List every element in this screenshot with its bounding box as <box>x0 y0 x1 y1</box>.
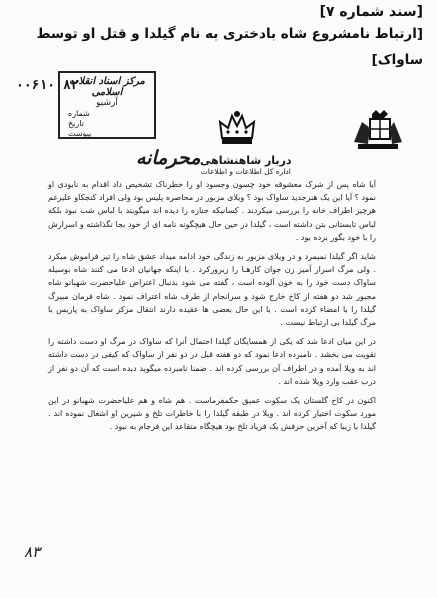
crown-emblem-icon <box>216 108 258 150</box>
document-body <box>48 178 376 440</box>
classification-stamp: محرمانه <box>136 147 201 169</box>
stamp-field-number: شماره <box>68 109 90 118</box>
coat-of-arms-icon <box>352 110 404 154</box>
document-title-line-1: [ارتباط نامشروع شاه بادختری به نام گیلدا و قتل او توسط <box>36 26 423 42</box>
document-title-line-2: ساواک] <box>371 52 423 68</box>
stamp-title: مرکز اسناد انقلاب اسلامی <box>69 76 145 98</box>
stamp-subtitle: آرشیو <box>96 98 118 108</box>
court-name: دربار شاهنشاهی <box>200 154 292 167</box>
body-paragraph: در این میان ادعا شد که یکی از همسایگان گیلدا احتمال آنرا که ساواک در مرگ او دست داشته را تقویت می بخشد . نامبرده ادعا نمود که دو هفته قبل در دو نفر از ساواک که کیفی در دست داشته اند به ویلا آمده و در اطراف آن بررسی کرده اند . ضمنا نامبرده میگوید دیده است که آن دو نفر از درب عقب وارد ویلا شده اند . <box>48 337 376 386</box>
body-paragraph: آیا شاه پس از شرک معشوقه خود چسون وجسود او را خطرناک تشخیص داد اقدام به نابودی او نمود ؟ آیا این یک هنرجدید ساواک بود ؟ ویلای مزبور در محاصره پلیس بود ولی افراد کنجکاو علیرغم هرچیز اطراف خانه را بررسی میکردند . کسانیکه جنازه را دیده اند میگویند با لباس شب نبود بلکه لباس تابستانی بتن داشته است ، گیلدا در حین حال هیچگونه نامه ای از خود بجا نگذاشته و اسرارش را با خود بگور برده بود . <box>48 180 376 242</box>
letterhead <box>200 154 292 176</box>
body-paragraph: شاید اگر گیلدا نمیمرد و در ویلای مزبور به زندگی خود ادامه میداد عشق شاه را تیز فراموش میکرد . ولی مرگ اسرار آمیز زن جوان کارهـا را زیرورکرد . با اینکه جهانیان ادعا می کنند شاه بوسیله ساواک دست خود را به خون آلوده است ، گفته می شود بدنبال اعتراض علیاحضرت شهبانو شاه مجبور شد دو هفته از کاخ خارج شود و سرانجام از طرف شاه اعتراف نمود . شاه فرمان مبیرگ گیلدا را با امضاء کرده است . با این حال بعضی ها عقیده دارند انتقال مرکز ساواک به پاریس با مرگ گیلدا بی ارتباط نیست . <box>48 252 376 328</box>
archive-stamp <box>58 71 156 139</box>
document-number-heading: [سند شماره ۷] <box>319 4 423 20</box>
office-name: اداره کل اطلاعات و اطلاعات <box>200 167 291 176</box>
stamp-field-date: تاریخ <box>68 119 84 128</box>
stamp-field-attachment: پیوست <box>68 129 92 138</box>
body-paragraph: اکنون در کاخ گلستان یک سکوت عمیق حکمفرماست . هم شاه و هم علیاحضرت شهبانو در این مورد سکوت اختیار کرده اند . ویلا در طبقه گیلدا را با خاطرات تلخ و شیرین او اشغال نموده اند . گیلدا با زیبا که آخرین حرفش یک فریاد تلخ بود هیچگاه متقاعد این فرجام به نبود . <box>48 396 376 432</box>
page-mark: ۸۳ <box>24 543 41 561</box>
archive-number: ۰۰۶۱۰۰۸۲ <box>16 78 79 93</box>
